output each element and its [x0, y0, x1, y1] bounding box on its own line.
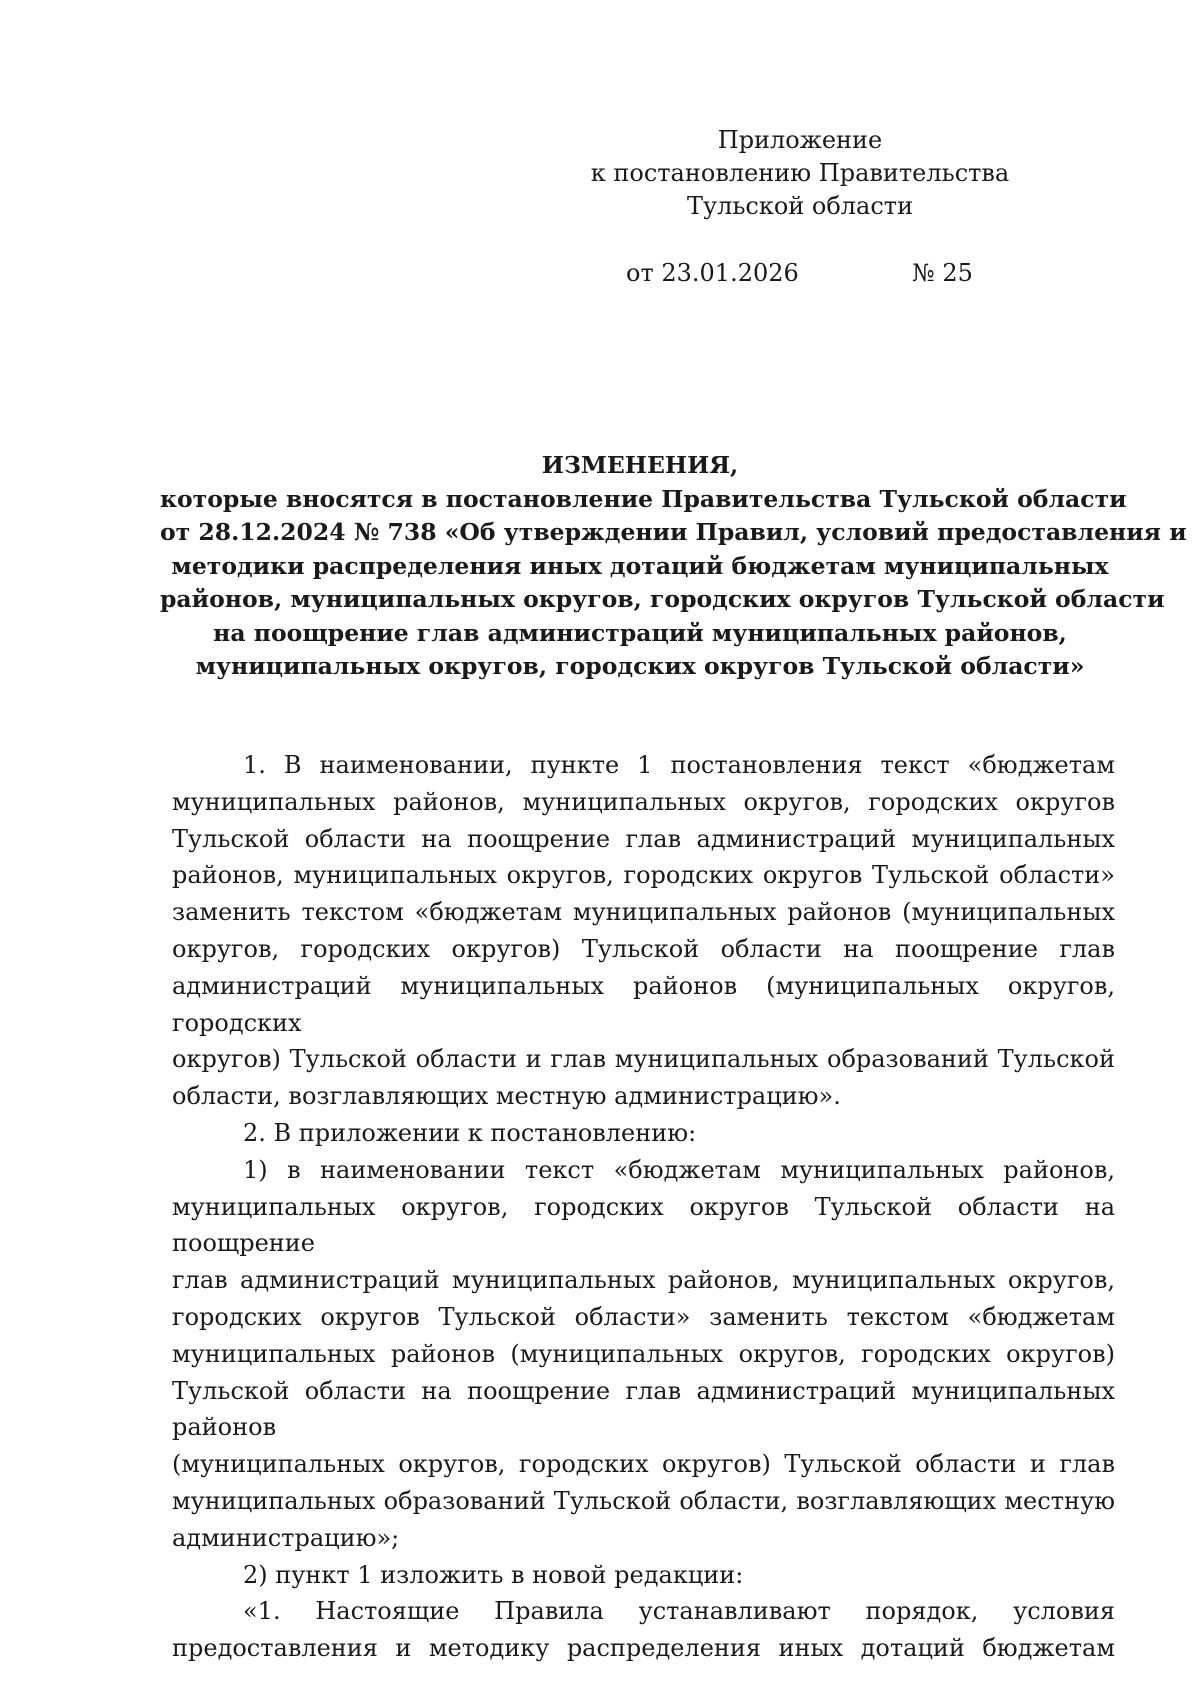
text-line: 2) пункт 1 изложить в новой редакции: — [243, 1560, 744, 1589]
paragraph-3 — [172, 1152, 1115, 1557]
text-line: области, возглавляющих местную администрацию». — [172, 1082, 841, 1111]
text-line: округов, городских округов) Тульской области на поощрение глав — [172, 934, 1115, 963]
paragraph-1 — [172, 747, 1115, 1115]
text-line: 1) в наименовании текст «бюджетам муниципальных районов, — [243, 1155, 1115, 1184]
appendix-line: Приложение — [717, 126, 883, 154]
title-line: районов, муниципальных округов, городских округов Тульской области — [160, 585, 1165, 613]
text-line: заменить текстом «бюджетам муниципальных районов (муниципальных — [172, 898, 1115, 927]
title-line: ИЗМЕНЕНИЯ, — [541, 451, 739, 479]
text-line: предоставления и методику распределения иных дотаций бюджетам — [172, 1634, 1115, 1663]
text-line: 1. В наименовании, пункте 1 постановления текст «бюджетам — [243, 751, 1115, 779]
text-line: 2. В приложении к постановлению: — [243, 1118, 697, 1147]
document-body — [172, 747, 1115, 1667]
title-line: которые вносятся в постановление Правительства Тульской области — [160, 484, 1127, 513]
paragraph-2 — [172, 1115, 1115, 1152]
document-number: № 25 — [912, 259, 973, 287]
title-line: на поощрение глав администраций муниципальных районов, — [213, 618, 1067, 647]
text-line: районов, муниципальных округов, городских округов Тульской области» — [172, 861, 1115, 890]
appendix-line: Тульской области — [686, 192, 914, 220]
title-line: методики распределения иных дотаций бюджетам муниципальных — [171, 551, 1109, 580]
text-line: Тульской области на поощрение глав администраций муниципальных — [172, 824, 1115, 853]
document-date: от 23.01.2026 — [626, 259, 799, 287]
text-line: городских округов Тульской области» заменить текстом «бюджетам — [172, 1302, 1115, 1331]
text-line: администраций муниципальных районов (муниципальных округов, городских — [172, 971, 1115, 1037]
text-line: муниципальных районов (муниципальных округов, городских округов) — [172, 1339, 1115, 1368]
title-line: от 28.12.2024 № 738 «Об утверждении Правил, условий предоставления и — [160, 518, 1187, 546]
text-line: «1. Настоящие Правила устанавливают порядок, условия — [243, 1597, 1115, 1626]
text-line: округов) Тульской области и глав муниципальных образований Тульской — [172, 1045, 1115, 1074]
text-line: глав администраций муниципальных районов, муниципальных округов, — [172, 1266, 1115, 1295]
title-line: муниципальных округов, городских округов Тульской области» — [195, 652, 1085, 680]
document-title — [160, 449, 1187, 684]
text-line: (муниципальных округов, городских округов) Тульской области и глав — [172, 1450, 1115, 1479]
paragraph-4 — [172, 1557, 1115, 1594]
appendix-line: к постановлению Правительства — [590, 159, 1010, 187]
paragraph-5 — [172, 1593, 1115, 1667]
text-line: муниципальных образований Тульской области, возглавляющих местную — [172, 1486, 1115, 1515]
text-line: муниципальных районов, муниципальных округов, городских округов — [172, 787, 1115, 816]
text-line: администрацию»; — [172, 1523, 400, 1552]
text-line: Тульской области на поощрение глав администраций муниципальных районов — [172, 1376, 1115, 1442]
appendix-header — [580, 124, 1020, 223]
text-line: муниципальных округов, городских округов Тульской области на поощрение — [172, 1192, 1115, 1258]
date-number-line — [626, 257, 986, 290]
